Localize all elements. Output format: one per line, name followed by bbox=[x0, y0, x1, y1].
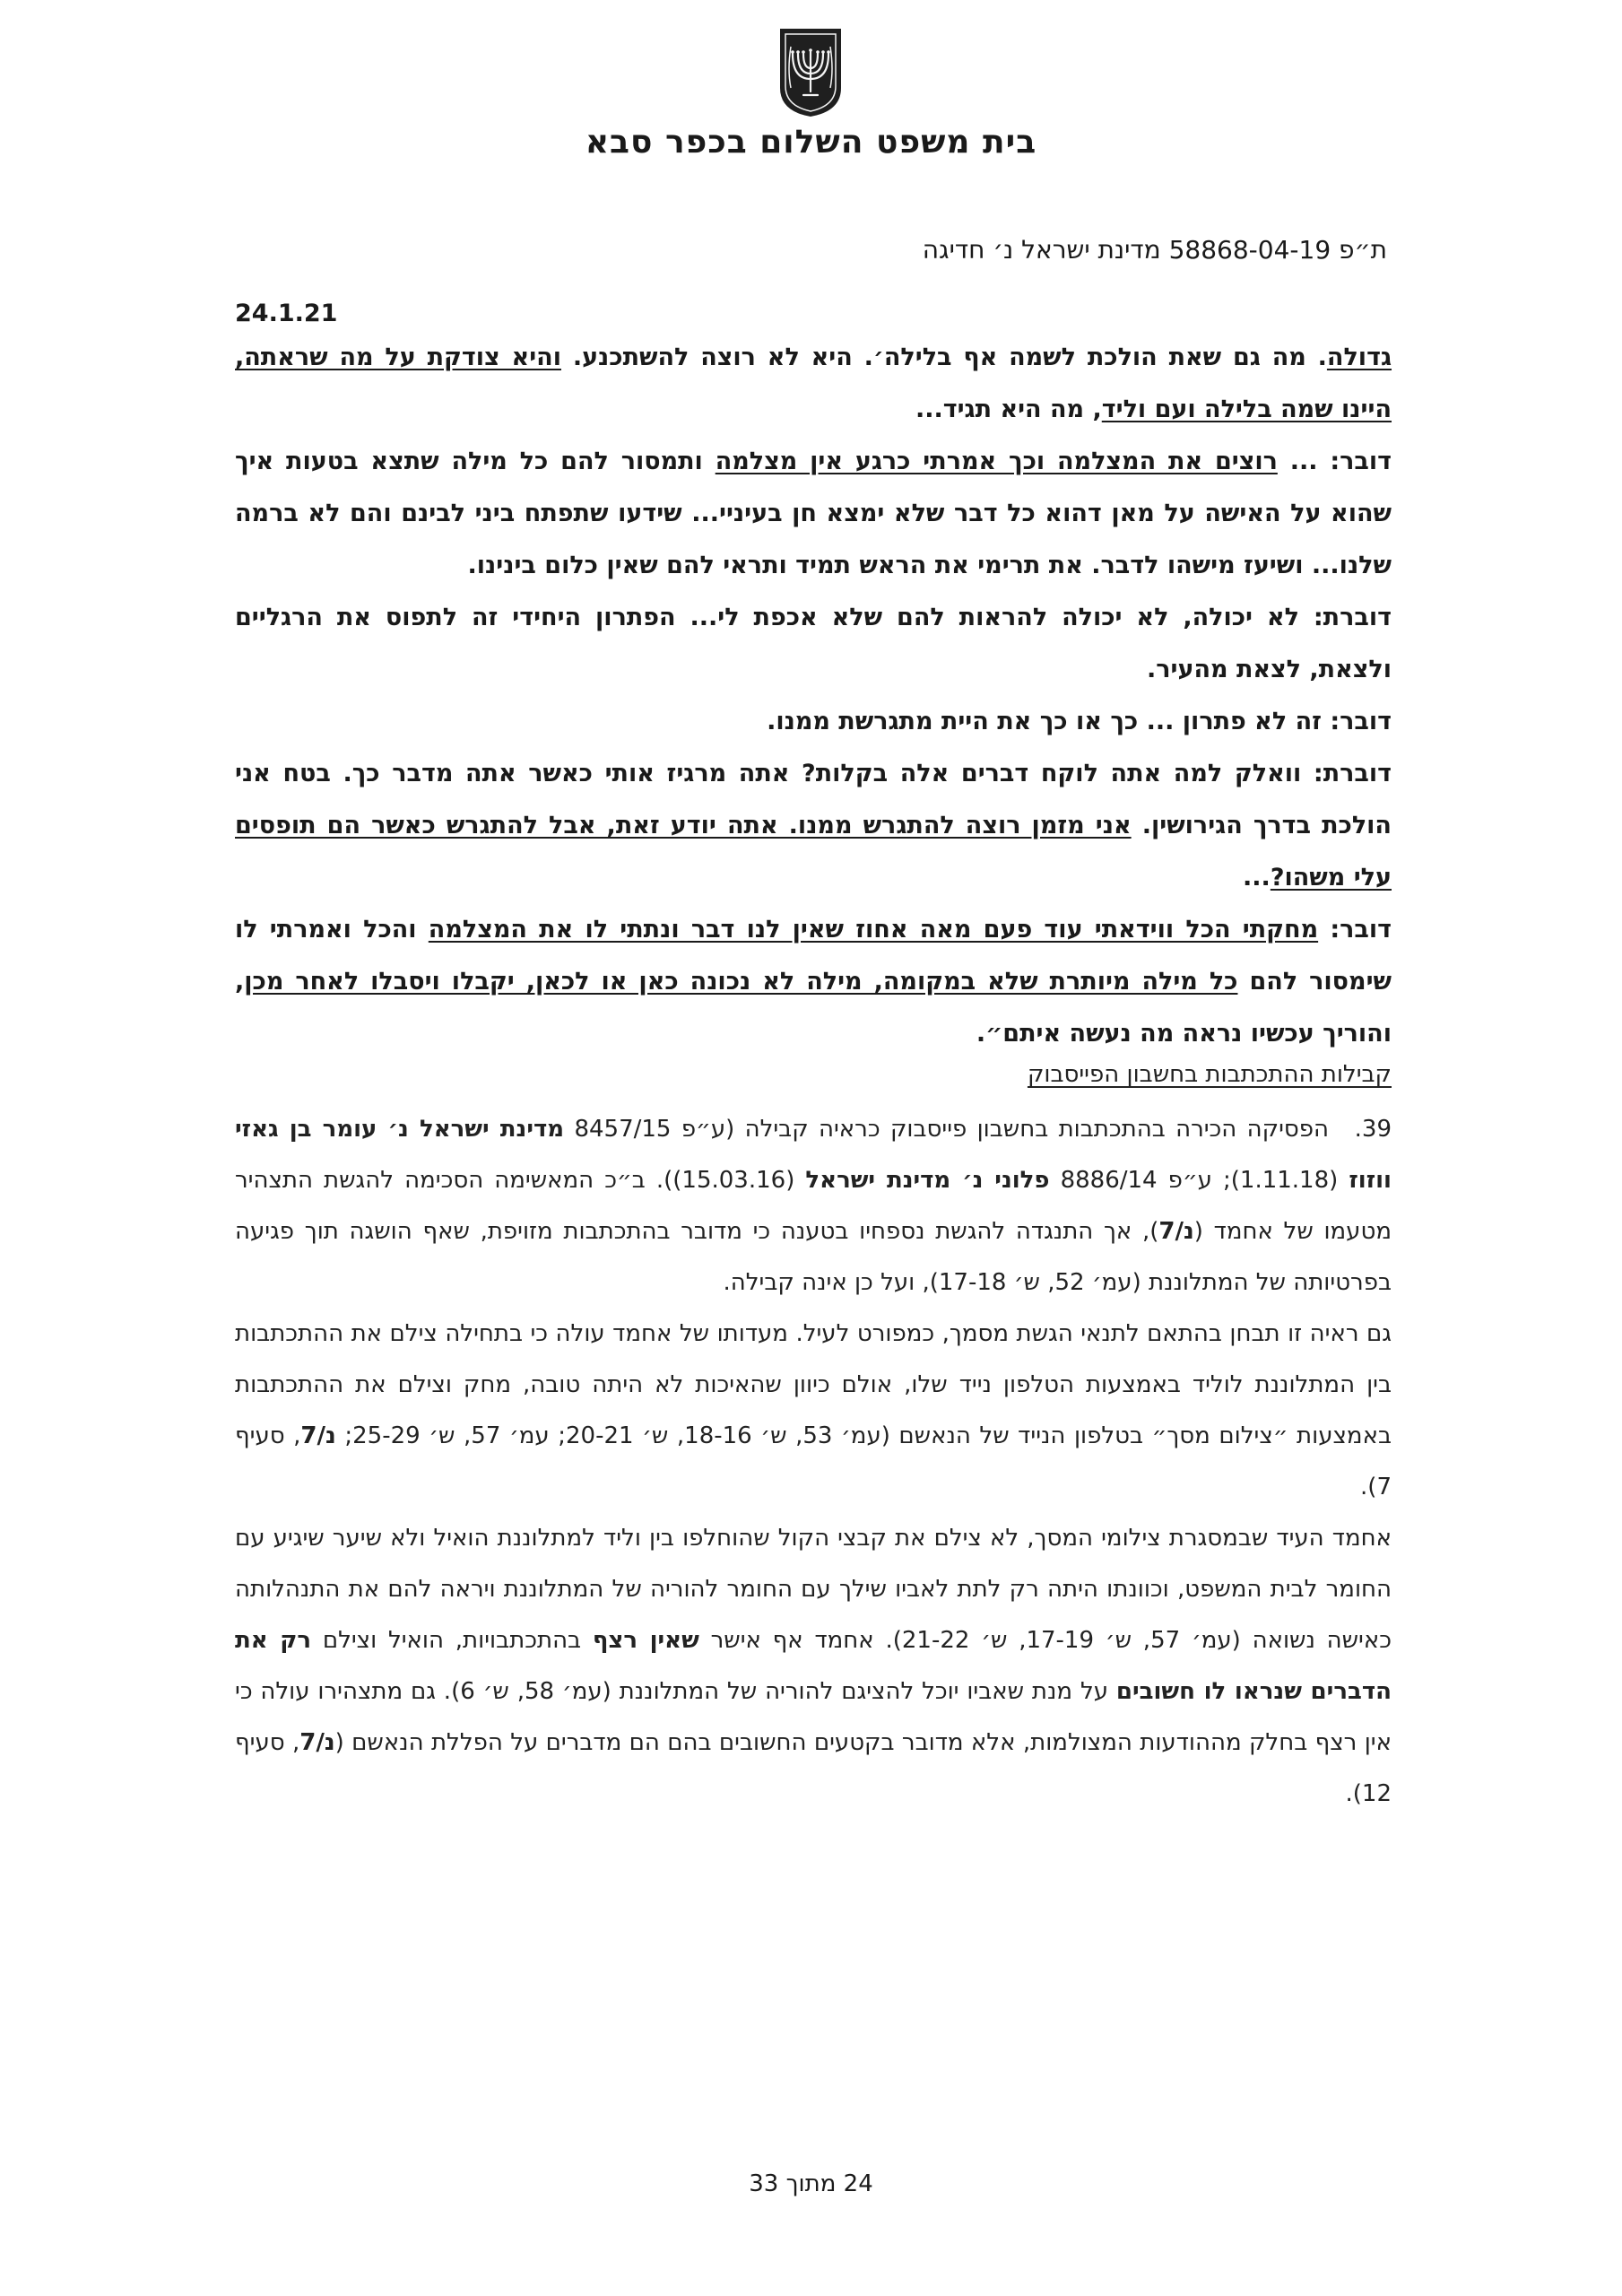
text-span: ... bbox=[1243, 864, 1271, 891]
exhibit-ref: נ/7 bbox=[300, 1422, 336, 1449]
case-title: ת״פ 58868-04-19 מדינת ישראל נ׳ חדיגה bbox=[922, 235, 1387, 265]
transcript-paragraph bbox=[235, 748, 1392, 904]
section-title: קבילות ההתכתבות בחשבון הפייסבוק bbox=[1027, 1061, 1392, 1088]
text-span: בהתכתבויות, הואיל וצילם bbox=[311, 1627, 593, 1654]
bold-text: רק את הדברים שנראו לו חשובים bbox=[235, 1627, 1392, 1705]
text-span: אחמד העיד שבמסגרת צילומי המסך, לא צילם את קבצי הקול שהוחלפו בין וליד למתלוננת הואיל ולא שיער שיגיע עם החומר לבית המשפט, וכוונתו היתה רק לתת לאביו שילך עם החומר להוריה של המתלוננת ויראה להם את התנהלותה כאישה נשואה (עמ׳ 57, ש׳ 17-19, ש׳ 21-22). אחמד אף אישר bbox=[235, 1525, 1392, 1654]
underlined-text: מחקתי הכל ווידאתי עוד פעם מאה אחוז שאין לנו דבר ונתתי לו את המצלמה bbox=[428, 916, 1319, 944]
text-span: , והוריך עכשיו נראה מה נעשה איתם״. bbox=[235, 968, 1392, 1048]
court-name: בית משפט השלום בכפר סבא bbox=[585, 124, 1037, 161]
paragraph-number: 39. bbox=[1354, 1116, 1392, 1143]
transcript-paragraph bbox=[235, 436, 1392, 592]
text-span: דוברת: וואלק למה אתה לוקח דברים אלה בקלות? אתה מרגיז אותי כאשר אתה מדבר כך. בטח אני הולכת בדרך הגירושין. bbox=[235, 760, 1392, 839]
transcript-date: 24.1.21 bbox=[235, 300, 338, 327]
underlined-text: גדולה bbox=[1326, 344, 1392, 371]
bold-citation: מדינת ישראל נ׳ עומר בן גאזי ווזוז bbox=[235, 1116, 1392, 1194]
text-span: ותמסור להם כל מילה שתצא בטעות איך שהוא על האישה על מאן דהוא כל דבר שלא ימצא חן בעיניי... שידעו שתפתח ביני לבינם והם לא ברמה שלנו... ושיעז מישהו לדבר. את תרימי את הראש תמיד ותראי להם שאין כלום בינינו. bbox=[235, 448, 1392, 579]
text-span: , סעיף 12). bbox=[235, 1729, 1392, 1807]
underlined-text: והיא צודקת על מה שראתה, היינו שמה בלילה ועם וליד bbox=[235, 344, 1392, 423]
text-span: גם ראיה זו תבחן בהתאם לתנאי הגשת מסמך, כמפורט לעיל. מעדותו של אחמד עולה כי בתחילה צילם את ההתכתבות בין המתלוננת לוליד באמצעות הטלפון נייד שלו, אולם כיוון שהאיכות לא היתה טובה, מחק וצילם את ההתכתבות באמצעות ״צילום מסך״ בטלפון הנייד של הנאשם (עמ׳ 53, ש׳ 18-16, ש׳ 20-21; עמ׳ 57, ש׳ 25-29; bbox=[235, 1320, 1392, 1449]
bold-text: שאין רצף bbox=[592, 1627, 699, 1654]
body-paragraph bbox=[235, 1309, 1392, 1513]
text-span: . מה גם שאת הולכת לשמה אף בלילה׳. היא לא רוצה להשתכנע. bbox=[560, 344, 1327, 371]
text-span: (15.03.16)). ב״כ המאשימה הסכימה להגשת התצהיר מטעמו של אחמד ( bbox=[235, 1167, 1392, 1245]
text-span: והכל ואמרתי לו שימסור להם bbox=[235, 916, 1392, 996]
text-span: (1.11.18); ע״פ 8886/14 bbox=[1049, 1167, 1349, 1194]
text-span: דובר: bbox=[1318, 916, 1392, 944]
text-span: , מה היא תגיד... bbox=[915, 396, 1102, 423]
page-number: 24 מתוך 33 bbox=[749, 2170, 873, 2197]
text-span: ), אך התנגדה להגשת נספחיו בטענה כי מדובר בהתכתבות מזויפת, שאף הושגה תוך פגיעה בפרטיותה של המתלוננת (עמ׳ 52, ש׳ 17-18), ועל כן אינה קבילה. bbox=[235, 1218, 1392, 1296]
transcript-paragraph bbox=[235, 332, 1392, 436]
transcript-quote bbox=[235, 296, 1392, 1060]
text-span: על מנת שאביו יוכל להציגם להוריה של המתלוננת (עמ׳ 58, ש׳ 6). גם מתצהירו עולה כי אין רצף בחלק מההודעות המצולמות, אלא מדובר בקטעים החשובים בהם הם מדברים על הפללת הנאשם ( bbox=[235, 1678, 1392, 1756]
underlined-text: כל מילה מיותרת שלא במקומה, מילה לא נכונה כאן או לכאן, יקבלו ויסבלו לאחר מכן bbox=[244, 968, 1238, 996]
underlined-text: אני מזמן רוצה להתגרש ממנו. אתה יודע זאת, אבל להתגרש כאשר הם תופסים עלי משהו? bbox=[235, 812, 1392, 891]
text-span: , סעיף 7). bbox=[235, 1422, 1392, 1500]
body-paragraph bbox=[235, 1513, 1392, 1820]
transcript-paragraph bbox=[235, 904, 1392, 1060]
state-emblem-icon bbox=[776, 25, 845, 118]
facebook-admissibility-section bbox=[235, 1049, 1392, 1820]
underlined-text: רוצים את המצלמה וכך אמרתי כרגע אין מצלמה bbox=[715, 448, 1278, 475]
transcript-paragraph: דובר: זה לא פתרון ... כך או כך את היית מתגרשת ממנו. bbox=[767, 708, 1392, 735]
transcript-paragraph: דוברת: לא יכולה, לא יכולה להראות להם שלא אכפת לי... הפתרון היחידי זה לתפוס את הרגליים ולצאת, לצאת מהעיר. bbox=[235, 604, 1392, 683]
body-paragraph bbox=[235, 1104, 1392, 1309]
exhibit-ref: נ/7 bbox=[299, 1729, 335, 1756]
text-span: דובר: ... bbox=[1277, 448, 1392, 475]
bold-citation: פלוני נ׳ מדינת ישראל bbox=[805, 1167, 1050, 1194]
exhibit-ref: נ/7 bbox=[1158, 1218, 1194, 1245]
text-span: הפסיקה הכירה בהתכתבות בחשבון פייסבוק כראיה קבילה (ע״פ 8457/15 bbox=[564, 1116, 1329, 1143]
